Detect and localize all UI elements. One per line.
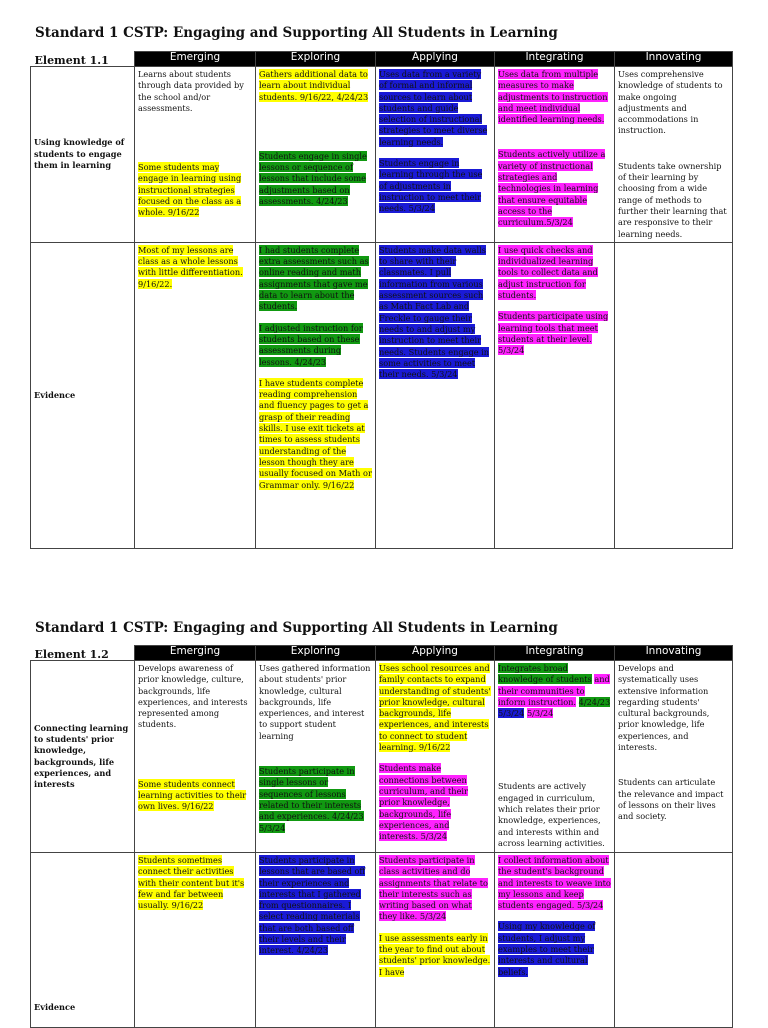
descriptor-text: Uses gathered information about students' prior knowledge, cultural backgrounds, life experiences, and interest to support student learning bbox=[259, 663, 371, 741]
level-header-applying: Applying bbox=[376, 646, 495, 661]
level-header-emerging: Emerging bbox=[135, 646, 256, 661]
date-tag: 4/24/23 bbox=[578, 696, 611, 707]
date-tag: 5/3/24 bbox=[526, 708, 554, 719]
evidence-integrating bbox=[495, 242, 615, 548]
rubric-table-1-1 bbox=[30, 51, 733, 549]
descriptor-text: Develops awareness of prior knowledge, culture, backgrounds, life experiences, and interests represented among students. bbox=[138, 663, 248, 730]
evidence-text: Students participate using learning tools that meet students at their level. 5/3/24 bbox=[498, 311, 609, 356]
descriptor-innovating bbox=[615, 661, 733, 853]
row-label: Using knowledge of students to engage them in learning bbox=[31, 67, 135, 243]
evidence-applying bbox=[376, 853, 495, 1028]
descriptor-applying bbox=[376, 67, 495, 243]
descriptor-note: Students are actively engaged in curriculum, which relates their prior knowledge, experiences, and interests within and across learning activities. bbox=[498, 781, 605, 848]
descriptor-text: Learns about students through data provided by the school and/or assessments. bbox=[138, 69, 244, 113]
descriptor-note: Students take ownership of their learning by choosing from a wide range of methods to further their learning that are responsive to their learning needs. bbox=[618, 160, 727, 239]
evidence-exploring bbox=[256, 242, 376, 548]
descriptor-text: Uses comprehensive knowledge of students to make ongoing adjustments and accommodations in instruction. bbox=[618, 69, 723, 136]
descriptor-emerging bbox=[135, 661, 256, 853]
evidence-text: Most of my lessons are class as a whole lessons with little differentiation. 9/16/22. bbox=[138, 244, 243, 289]
level-header-applying: Applying bbox=[376, 52, 495, 67]
highlighted-note: Students make connections between curriculum, and their prior knowledge, backgrounds, life experiences, and interests. 5/3/24 bbox=[379, 763, 468, 842]
rubric-table-1-2 bbox=[30, 645, 733, 1028]
highlighted-text: Uses data from multiple measures to make adjustments to instruction and meet individual identified learning needs. bbox=[498, 69, 608, 125]
evidence-applying bbox=[376, 242, 495, 548]
evidence-innovating bbox=[615, 242, 733, 548]
highlighted-text: Integrates broad knowledge of students bbox=[498, 663, 592, 685]
evidence-text: Students make data walls to share with their classmates. I pull information from various assessment sources such as Math Fact Lab and Freckle to gauge their needs to and adjust my instruction to meet their needs. Students engage in some activities to meet their needs. 5/3/24 bbox=[379, 244, 490, 380]
highlighted-note: Some students may engage in learning using instructional strategies focused on the class as a whole. 9/16/22 bbox=[138, 162, 242, 218]
level-header-emerging: Emerging bbox=[135, 52, 256, 67]
evidence-label: Evidence bbox=[31, 853, 135, 1028]
evidence-text: I use assessments early in the year to find out about students' prior knowledge. I have bbox=[379, 932, 491, 977]
highlighted-note: Students engage in learning through the use of adjustments in instruction to meet their needs. 5/3/24 bbox=[379, 158, 483, 214]
evidence-text: Students participate in class activities and do assignments that relate to their interests such as writing based on what they like. 5/3/24 bbox=[379, 855, 488, 922]
level-header-innovating: Innovating bbox=[615, 646, 733, 661]
descriptor-innovating bbox=[615, 67, 733, 243]
descriptor-emerging bbox=[135, 67, 256, 243]
element-label: Element 1.2 bbox=[31, 646, 135, 661]
row-label: Connecting learning to students' prior knowledge, backgrounds, life experiences, and interests bbox=[31, 661, 135, 853]
evidence-text: Students participate in lessons that are based off their experiences and interests that I gathered from questionnaires. I select reading materials that are both based off their levels and their interest. 4/24/23 bbox=[259, 855, 366, 956]
descriptor-exploring bbox=[256, 67, 376, 243]
descriptor-text: Develops and systematically uses extensive information regarding students' cultural backgrounds, prior knowledge, life experiences, and interests. bbox=[618, 663, 710, 753]
evidence-emerging bbox=[135, 242, 256, 548]
level-header-integrating: Integrating bbox=[495, 646, 615, 661]
evidence-text: I collect information about the student's background and interests to weave into my lessons and keep students engaged. 5/3/24 bbox=[498, 855, 611, 911]
evidence-innovating bbox=[615, 853, 733, 1028]
level-header-integrating: Integrating bbox=[495, 52, 615, 67]
descriptor-integrating bbox=[495, 661, 615, 853]
evidence-text: I have students complete reading comprehension and fluency pages to get a grasp of their reading skills. I use exit tickets at times to assess students understanding of the lesson though they are usually focused on Math or Grammar only. 9/16/22 bbox=[259, 377, 372, 490]
highlighted-note: Students participate in single lessons or sequences of lessons related to their interests and experiences. 4/24/23 5/3/24 bbox=[259, 766, 364, 833]
evidence-text: I adjusted instruction for students based on these assessments during lessons. 4/24/23 bbox=[259, 322, 363, 367]
highlighted-note: Students actively utilize a variety of instructional strategies and technologies in learning that ensure equitable access to the curriculum.5/3/24 bbox=[498, 149, 606, 228]
level-header-exploring: Exploring bbox=[256, 646, 376, 661]
evidence-emerging bbox=[135, 853, 256, 1028]
date-tag: 5/3/24 bbox=[498, 708, 525, 719]
highlighted-text: Uses school resources and family contacts to expand understanding of students' prior knowledge, cultural backgrounds, life experiences, and interests to connect to student learning. 9/16/22 bbox=[379, 663, 491, 753]
descriptor-exploring bbox=[256, 661, 376, 853]
evidence-text: I had students complete extra assessments such as online reading and math assignments that gave me data to learn about the students. bbox=[259, 244, 369, 312]
evidence-text: Using my knowledge of students, I adjust my examples to meet their interests and cultural beliefs. bbox=[498, 921, 596, 977]
highlighted-note: Students engage in single lessons or sequence of lessons that include some adjustments based on assessments. 4/24/23 bbox=[259, 150, 367, 207]
section2-heading: Standard 1 CSTP: Engaging and Supporting All Students in Learning bbox=[35, 620, 558, 636]
descriptor-applying bbox=[376, 661, 495, 853]
descriptor-integrating bbox=[495, 67, 615, 243]
section1-heading: Standard 1 CSTP: Engaging and Supporting All Students in Learning bbox=[35, 25, 558, 41]
level-header-exploring: Exploring bbox=[256, 52, 376, 67]
highlighted-note: Some students connect learning activities to their own lives. 9/16/22 bbox=[138, 778, 247, 812]
evidence-integrating bbox=[495, 853, 615, 1028]
highlighted-text: Gathers additional data to learn about individual students. 9/16/22, 4/24/23 bbox=[259, 69, 369, 102]
evidence-exploring bbox=[256, 853, 376, 1028]
evidence-text: Students sometimes connect their activities with their content but it's few and far between usually. 9/16/22 bbox=[138, 855, 245, 911]
element-label: Element 1.1 bbox=[31, 52, 135, 67]
level-header-innovating: Innovating bbox=[615, 52, 733, 67]
evidence-text: I use quick checks and individualized learning tools to collect data and adjust instruction for students. bbox=[498, 244, 598, 301]
descriptor-note: Students can articulate the relevance and impact of lessons on their lives and society. bbox=[618, 777, 724, 822]
evidence-label: Evidence bbox=[31, 242, 135, 548]
highlighted-text: Uses data from a variety of formal and informal sources to learn about students and guide selection of instructional strategies to meet diverse learning needs. bbox=[379, 69, 488, 147]
highlighted-text: and their communities to inform instruction. bbox=[498, 674, 610, 707]
